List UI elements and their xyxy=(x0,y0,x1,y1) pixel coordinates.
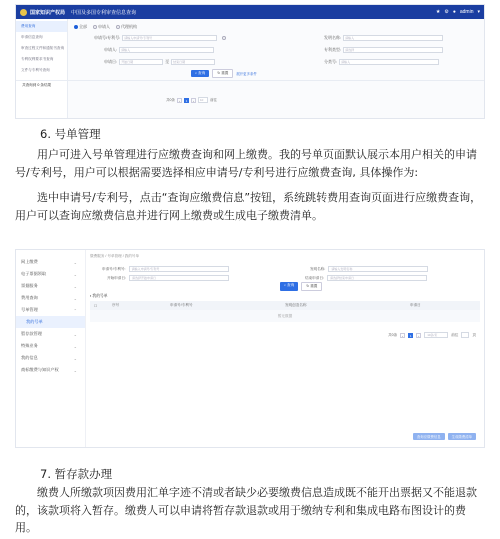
date-from-input[interactable]: 开始日期 xyxy=(119,59,163,65)
page-number[interactable]: 1 xyxy=(409,333,412,338)
table-header xyxy=(90,301,480,310)
radio-agency[interactable]: 代理机构 xyxy=(116,24,137,30)
sidebar-item-fee-query[interactable]: 费用查询 xyxy=(16,21,67,32)
screenshot-query-page xyxy=(15,4,485,119)
search-icon: ⌕ xyxy=(284,283,287,287)
chevron-down-icon: ⌄ xyxy=(73,259,77,265)
table-empty: 暂无数据 xyxy=(90,310,480,322)
search-button[interactable]: ⌕ 查询 xyxy=(191,70,209,77)
sidebar xyxy=(16,250,86,447)
applicant-input[interactable]: 请输入 xyxy=(119,47,214,53)
checkbox-all[interactable]: ☐ xyxy=(94,303,98,308)
app-subtitle: 中国及多国专利审查信息查询 xyxy=(71,9,137,16)
avatar[interactable]: ● xyxy=(452,9,456,15)
col-index: 序号 xyxy=(112,303,120,307)
cnipa-logo xyxy=(20,9,27,16)
start-date-field: 开始申请日: 请选择开始申请日 xyxy=(107,275,229,281)
sidebar-item-e-invoice[interactable]: 电子票据领取 ⌄ xyxy=(21,271,77,277)
query-form xyxy=(74,31,478,79)
result-count: 共查询到 0 条结果 xyxy=(16,80,484,90)
sidebar-item-my-number-list[interactable]: 我的号单 xyxy=(16,316,85,328)
section-6-para-1: 用户可进入号单管理进行应缴费查询和网上缴费。我的号单页面默认展示本用户相关的申请号/专利号，用户可以根据需要选择相应申请号/专利号进行应缴费查询, 具体操作为: xyxy=(15,148,477,179)
page-number[interactable]: 1 xyxy=(185,98,188,103)
query-due-fee-button[interactable]: 查询应缴费信息 xyxy=(413,433,445,440)
sidebar xyxy=(16,19,68,119)
chevron-down-icon: ⌄ xyxy=(73,331,77,337)
gear-icon[interactable]: ⚙ xyxy=(444,9,449,15)
chevron-down-icon: ⌄ xyxy=(73,367,77,373)
sidebar-item-invoice-service[interactable]: 票据服务 ⌄ xyxy=(21,283,77,289)
app-no-input[interactable]: 请输入申请号/专利号 xyxy=(129,266,229,272)
sidebar-item-review-docs[interactable]: 审查过程文件和通知书查询 xyxy=(21,46,65,50)
pagination: 共0条 ‹ 1 › 10 前往 xyxy=(166,97,217,103)
sidebar-item-claims[interactable]: 专利权利要求书查询 xyxy=(21,57,54,61)
next-page-button[interactable]: › xyxy=(418,333,420,338)
date-field: 申请日: 开始日期 至 结束日期 xyxy=(104,59,215,65)
sidebar-item-fee-query[interactable]: 费用查询 ⌄ xyxy=(21,295,77,301)
sidebar-item-trademark[interactable]: 商标缴费与知识产权 ⌄ xyxy=(21,367,77,373)
refresh-icon: ↻ xyxy=(217,71,221,75)
sidebar-item-online-pay[interactable]: 网上缴费 ⌄ xyxy=(21,259,77,265)
goto-label: 前往 xyxy=(209,97,217,102)
top-nav-bar xyxy=(16,5,484,19)
query-form-area xyxy=(68,19,484,119)
chevron-down-icon: ⌄ xyxy=(73,271,77,277)
sidebar-item-file-number[interactable]: 文件与专利号查询 xyxy=(21,68,50,72)
tab-my-number-list[interactable]: ▪ 我的号单 xyxy=(90,294,108,298)
chevron-up-icon: ⌃ xyxy=(73,307,77,313)
generate-list-button[interactable]: 生成缴费清单 xyxy=(448,433,476,440)
col-app-no: 申请号/专利号 xyxy=(170,303,193,307)
search-icon: ⌕ xyxy=(195,71,198,75)
col-invention: 发明创造名称 xyxy=(285,303,307,307)
patent-type-select[interactable]: 请选择 xyxy=(343,47,443,53)
pagination: 共0条 ‹ 1 › 10条/页 前往 页 xyxy=(388,332,476,338)
prev-page-button[interactable]: ‹ xyxy=(402,333,404,338)
applicant-field: 申请人: 请输入 xyxy=(104,47,214,53)
radio-applicant[interactable]: 申请人 xyxy=(93,24,110,30)
app-no-input[interactable]: 请输入申请号/专利号 xyxy=(122,35,217,41)
invention-field: 发明名称: 请输入发明名称 xyxy=(310,266,428,272)
app-no-field: 申请号/专利号: 请输入申请号/专利号 xyxy=(94,35,227,41)
radio-all[interactable]: 全部 xyxy=(74,24,87,30)
page-goto-input[interactable] xyxy=(461,332,469,338)
section-6-heading: 6. 号单管理 xyxy=(40,127,101,141)
chevron-down-icon: ⌄ xyxy=(73,343,77,349)
number-list-table xyxy=(90,301,480,322)
sidebar-item-deposit[interactable]: 暂存款管理 ⌄ xyxy=(21,331,77,337)
reset-button[interactable]: ↻ 重置 xyxy=(212,69,233,78)
app-title: 国家知识产权局 xyxy=(30,9,66,16)
section-7-heading: 7. 暂存款办理 xyxy=(40,467,113,481)
chevron-down-icon: ⌄ xyxy=(73,283,77,289)
main-content xyxy=(90,254,480,443)
section-7-para-1: 缴费人所缴款项因费用汇单字迹不清或者缺少必要缴费信息造成既不能开出票据又不能退款的，该款项将入暂存。缴费人可以申请将暂存款退款或用于缴纳专利和集成电路布图设计的费用。 xyxy=(15,486,477,534)
chevron-down-icon: ⌄ xyxy=(73,355,77,361)
user-name[interactable]: admin xyxy=(459,9,474,15)
end-date-input[interactable]: 请选择结束申请日 xyxy=(327,275,427,281)
sidebar-item-special[interactable]: 特殊业务 ⌄ xyxy=(21,343,77,349)
invention-name-field: 发明名称: 请输入 xyxy=(324,35,443,41)
col-app-date: 申请日 xyxy=(410,303,421,307)
category-field: 分类号: 请输入 xyxy=(324,59,439,65)
sidebar-item-application-info[interactable]: 申请信息查询 xyxy=(21,35,43,39)
query-buttons xyxy=(280,282,322,291)
invention-name-input[interactable]: 请输入 xyxy=(343,35,443,41)
query-type-radios xyxy=(74,23,478,31)
start-date-input[interactable]: 请选择开始申请日 xyxy=(129,275,229,281)
category-input[interactable]: 请输入 xyxy=(339,59,439,65)
footer-buttons xyxy=(413,433,476,440)
chevron-down-icon[interactable]: ▾ xyxy=(477,9,480,15)
page-size-select[interactable]: 10 xyxy=(198,97,208,103)
expand-link[interactable]: 展开更多条件 xyxy=(236,72,257,76)
screenshot-my-number-list xyxy=(15,249,485,448)
next-page-button[interactable]: › xyxy=(192,98,194,103)
breadcrumb: 缴费服务 / 号单管理 / 我的号单 xyxy=(90,254,140,258)
date-to-input[interactable]: 结束日期 xyxy=(171,59,215,65)
invention-input[interactable]: 请输入发明名称 xyxy=(328,266,428,272)
sidebar-item-number-management[interactable]: 号单管理 ⌃ xyxy=(21,307,77,313)
sidebar-item-my-info[interactable]: 我的信息 ⌄ xyxy=(21,355,77,361)
star-icon[interactable]: ★ xyxy=(435,9,441,15)
end-date-field: 结束申请日: 请选择结束申请日 xyxy=(305,275,427,281)
reset-button[interactable]: ↻ 重置 xyxy=(301,282,322,291)
section-6-para-2: 选中申请号/专利号，点击“查询应缴费信息”按钮，系统跳转费用查询页面进行应缴费查询，用户可以查询应缴费信息并进行网上缴费或生成电子缴费清单。 xyxy=(15,191,482,222)
search-button[interactable]: ⌕ 查询 xyxy=(280,282,298,291)
chevron-down-icon: ⌄ xyxy=(73,295,77,301)
page-size-select[interactable]: 10条/页 xyxy=(424,332,448,338)
patent-type-field: 专利类型: 请选择 xyxy=(324,47,443,53)
prev-page-button[interactable]: ‹ xyxy=(178,98,180,103)
app-no-field: 申请号/专利号: 请输入申请号/专利号 xyxy=(102,266,229,272)
query-buttons xyxy=(191,69,257,78)
refresh-icon: ↻ xyxy=(306,284,310,288)
clear-icon[interactable] xyxy=(222,36,226,40)
